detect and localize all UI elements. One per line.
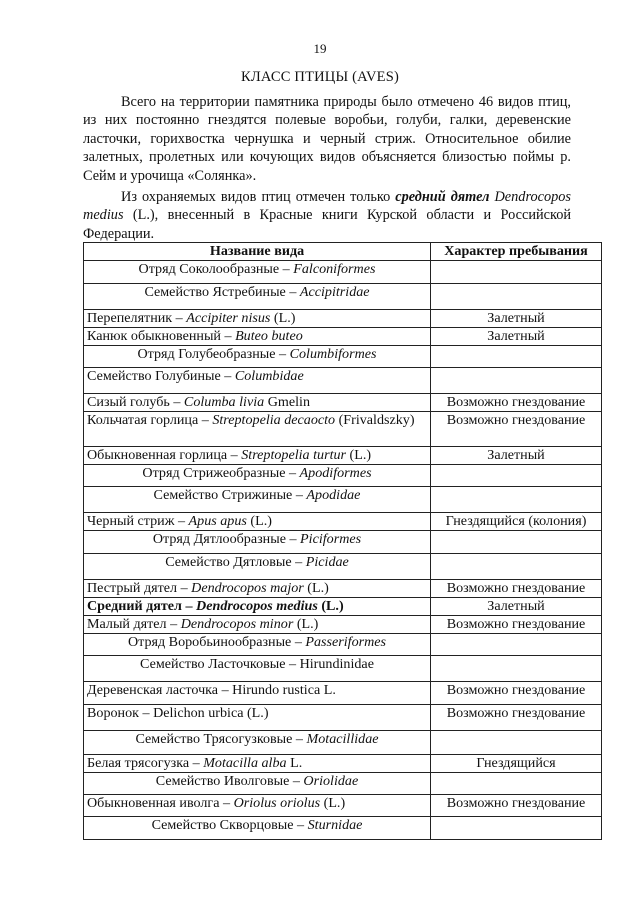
species-name: Воронок – Delichon urbica (L.): [87, 705, 269, 721]
species-row: [84, 394, 602, 412]
taxon-group-row: [84, 346, 602, 368]
species-latin-name: Motacilla alba: [203, 755, 287, 771]
residence-status-cell: Залетный: [431, 598, 602, 616]
species-author: (L.): [303, 580, 329, 596]
species-author: (L.): [293, 616, 319, 632]
species-name-cell: [84, 616, 431, 634]
residence-status-cell: [431, 554, 602, 580]
paragraph-text-after: (L.), внесенный в Красные книги Курской области и Российской Федерации.: [83, 207, 571, 242]
species-name: Семейство Иволговые –: [155, 773, 304, 789]
residence-status-cell: Возможно гнездование: [431, 705, 602, 731]
species-row: [84, 580, 602, 598]
species-latin-name: Piciformes: [300, 531, 362, 547]
species-latin-name: Oriolidae: [303, 773, 359, 789]
residence-status-cell: [431, 634, 602, 656]
species-name-cell: [84, 447, 431, 465]
species-name-cell: [84, 795, 431, 817]
species-name-cell: [84, 773, 431, 795]
species-name-cell: [84, 682, 431, 705]
species-row: [84, 795, 602, 817]
species-name-cell: [84, 284, 431, 310]
column-header-status: Характер пребывания: [431, 243, 602, 261]
residence-status-cell: Залетный: [431, 447, 602, 465]
taxon-group-row: [84, 284, 602, 310]
species-name-cell: [84, 731, 431, 755]
species-row: [84, 513, 602, 531]
residence-status-cell: [431, 346, 602, 368]
species-row: [84, 755, 602, 773]
species-author: L.: [286, 755, 303, 771]
species-name: Средний дятел –: [87, 598, 197, 614]
residence-status-cell: Возможно гнездование: [431, 412, 602, 447]
species-row: [84, 328, 602, 346]
species-name: Канюк обыкновенный –: [87, 328, 236, 344]
species-latin-name: Dendrocopos medius: [196, 598, 318, 614]
species-latin-name: Passeriformes: [305, 634, 387, 650]
species-table: [83, 242, 602, 840]
species-name: Отряд Воробьинообразные –: [127, 634, 306, 650]
residence-status-cell: Гнездящийся (колония): [431, 513, 602, 531]
residence-status-cell: [431, 368, 602, 394]
species-name: Семейство Голубиные –: [87, 368, 235, 384]
residence-status-cell: [431, 531, 602, 554]
species-row: [84, 368, 602, 394]
species-row: [84, 412, 602, 447]
species-latin-name: Streptopelia decaocto: [212, 412, 336, 428]
species-row: [84, 705, 602, 731]
residence-status-cell: Залетный: [431, 328, 602, 346]
paragraph-text-before: Из охраняемых видов птиц отмечен только: [121, 189, 396, 205]
species-latin-name: Dendrocopos minor: [180, 616, 294, 632]
species-name: Сизый голубь –: [87, 394, 184, 410]
page-number: 19: [313, 41, 327, 56]
species-latin-name: Apus apus: [188, 513, 247, 529]
taxon-group-row: [84, 656, 602, 682]
species-author: (Frivaldszky): [335, 412, 415, 428]
species-row: [84, 447, 602, 465]
species-name: Отряд Дятлообразные –: [152, 531, 301, 547]
residence-status-cell: Возможно гнездование: [431, 394, 602, 412]
species-latin-name: Falconiformes: [293, 261, 376, 277]
species-latin-name: Oriolus oriolus: [233, 795, 321, 811]
species-latin-name: Apodidae: [306, 487, 361, 503]
species-name: Обыкновенная иволга –: [87, 795, 234, 811]
species-latin-name: Sturnidae: [307, 817, 363, 833]
species-name-cell: [84, 705, 431, 731]
species-name-cell: [84, 598, 431, 616]
taxon-group-row: [84, 554, 602, 580]
species-name: Отряд Голубеобразные –: [137, 346, 290, 362]
residence-status-cell: Возможно гнездование: [431, 795, 602, 817]
intro-paragraph: Всего на территории памятника природы было отмечено 46 видов птиц, из них постоянно гнездятся полевые воробьи, голуби, галки, деревенские ласточки, горихвостка чернушка и черный стриж. Относительное обилие залетных, пролетных или кочующих видов объясняется близостью поймы р. Сейм и урочища «Солянка».: [83, 94, 571, 184]
species-latin-name: Dendrocopos major: [191, 580, 304, 596]
species-latin-name: Columbiformes: [289, 346, 377, 362]
species-name-cell: [84, 465, 431, 487]
taxon-group-row: [84, 487, 602, 513]
species-author: (L.): [246, 513, 272, 529]
species-name-cell: [84, 328, 431, 346]
species-name-cell: [84, 261, 431, 284]
species-name: Семейство Ястребиные –: [144, 284, 300, 300]
residence-status-cell: [431, 817, 602, 840]
section-heading: КЛАСС ПТИЦЫ (AVES): [240, 69, 400, 85]
species-name-cell: [84, 634, 431, 656]
species-row: [84, 310, 602, 328]
species-table-body: [84, 261, 602, 840]
residence-status-cell: [431, 465, 602, 487]
species-name-cell: [84, 755, 431, 773]
species-latin-name: Streptopelia turtur: [241, 447, 347, 463]
species-name: Семейство Стрижиные –: [153, 487, 307, 503]
species-name-cell: [84, 412, 431, 447]
species-name: Кольчатая горлица –: [87, 412, 213, 428]
species-latin-name: Motacillidae: [306, 731, 379, 747]
residence-status-cell: [431, 656, 602, 682]
species-latin-name: Buteo buteo: [235, 328, 303, 344]
species-name: Пестрый дятел –: [87, 580, 192, 596]
species-name: Белая трясогузка –: [87, 755, 204, 771]
taxon-group-row: [84, 817, 602, 840]
residence-status-cell: [431, 487, 602, 513]
species-row: [84, 682, 602, 705]
residence-status-cell: Возможно гнездование: [431, 616, 602, 634]
residence-status-cell: Гнездящийся: [431, 755, 602, 773]
species-name-cell: [84, 531, 431, 554]
residence-status-cell: [431, 731, 602, 755]
taxon-group-row: [84, 773, 602, 795]
species-name: Деревенская ласточка – Hirundo rustica L.: [87, 682, 336, 698]
species-latin-name: Columbidae: [234, 368, 304, 384]
species-latin-name: Columba livia: [183, 394, 265, 410]
column-header-species: Название вида: [84, 243, 431, 261]
species-name: Обыкновенная горлица –: [87, 447, 242, 463]
species-name-cell: [84, 394, 431, 412]
species-name-cell: [84, 487, 431, 513]
species-name: Малый дятел –: [87, 616, 181, 632]
species-author: (L.): [317, 598, 344, 614]
residence-status-cell: Возможно гнездование: [431, 682, 602, 705]
species-name: Отряд Стрижеобразные –: [142, 465, 300, 481]
species-author: Gmelin: [264, 394, 310, 410]
protected-species-paragraph: [83, 188, 571, 243]
species-author: (L.): [320, 795, 346, 811]
paragraph-latin: Dendrocopos medius: [83, 189, 571, 224]
species-name: Семейство Трясогузковые –: [135, 731, 307, 747]
species-name: Семейство Дятловые –: [165, 554, 306, 570]
species-name-cell: [84, 310, 431, 328]
taxon-group-row: [84, 634, 602, 656]
species-author: (L.): [346, 447, 372, 463]
residence-status-cell: [431, 284, 602, 310]
species-name-cell: [84, 817, 431, 840]
species-row: [84, 598, 602, 616]
species-name: Семейство Скворцовые –: [151, 817, 308, 833]
residence-status-cell: [431, 261, 602, 284]
species-name: Семейство Ласточковые – Hirundinidae: [140, 656, 374, 672]
species-name-cell: [84, 656, 431, 682]
species-author: (L.): [270, 310, 296, 326]
species-name-cell: [84, 368, 431, 394]
taxon-group-row: [84, 261, 602, 284]
residence-status-cell: Залетный: [431, 310, 602, 328]
residence-status-cell: Возможно гнездование: [431, 580, 602, 598]
species-name: Перепелятник –: [87, 310, 187, 326]
species-name-cell: [84, 580, 431, 598]
species-name: Черный стриж –: [87, 513, 189, 529]
species-latin-name: Picidae: [305, 554, 349, 570]
species-name-cell: [84, 554, 431, 580]
species-name-cell: [84, 513, 431, 531]
species-latin-name: Apodiformes: [299, 465, 372, 481]
species-name: Отряд Соколообразные –: [138, 261, 294, 277]
taxon-group-row: [84, 531, 602, 554]
paragraph-emphasis: средний дятел: [395, 189, 490, 205]
taxon-group-row: [84, 465, 602, 487]
species-latin-name: Accipitridae: [299, 284, 370, 300]
species-name-cell: [84, 346, 431, 368]
species-latin-name: Accipiter nisus: [186, 310, 271, 326]
taxon-group-row: [84, 731, 602, 755]
species-row: [84, 616, 602, 634]
residence-status-cell: [431, 773, 602, 795]
